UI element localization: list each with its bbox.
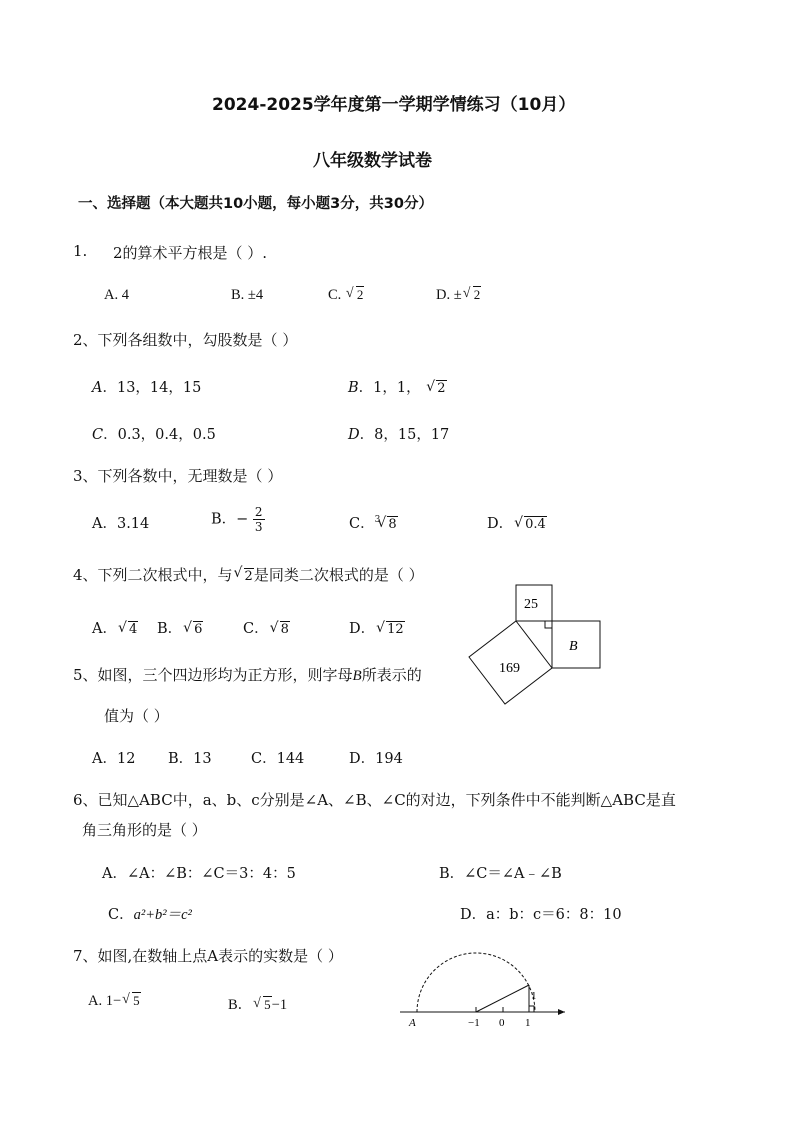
squares-figure xyxy=(462,580,607,710)
exam-title: 2024-2025学年度第一学期学情练习（10月） xyxy=(212,95,576,115)
sqrt-symbol: √ 2 xyxy=(235,566,254,584)
sqrt-symbol: √ 5 xyxy=(123,993,141,1010)
tick-label: 1 xyxy=(525,1017,531,1029)
q3-option-c: C．$^3$√ 8 xyxy=(349,512,398,533)
q3-option-d: D．√ 0.4 xyxy=(487,512,547,533)
q1-stem: 2的算术平方根是（ ）. xyxy=(113,244,268,262)
right-angle-mark xyxy=(529,1006,534,1012)
sqrt-symbol: √ 6 xyxy=(184,621,203,637)
exam-subtitle: 八年级数学试卷 xyxy=(313,151,432,171)
point-a-label: A xyxy=(409,1017,416,1029)
tick-label: −1 xyxy=(468,1017,480,1029)
sqrt-symbol: √ 4 xyxy=(119,621,138,637)
q7-option-b: B．√ 5−1 xyxy=(228,993,287,1014)
q2-option-d: D．8，15，17 xyxy=(348,427,450,443)
q6-option-d: D．a：b：c＝6：8：10 xyxy=(460,907,622,923)
sqrt-symbol: √ 2 xyxy=(464,287,482,304)
q1-option-d: D. ±√ 2 xyxy=(436,287,481,304)
q5-stem-line2: 值为（ ） xyxy=(104,707,169,725)
number-line-figure xyxy=(395,945,575,1030)
q1-option-a: A. 4 xyxy=(104,287,129,303)
q2-stem: 2、下列各组数中，勾股数是（ ） xyxy=(73,331,298,349)
sqrt-symbol: √ 0.4 xyxy=(515,516,547,532)
arrow-head-icon xyxy=(558,1009,565,1015)
q3-option-a: A．3.14 xyxy=(92,516,150,532)
q1-option-b: B. ±4 xyxy=(231,287,264,303)
q6-stem-line1: 6、已知△ABC中，a、b、c分别是∠A、∠B、∠C的对边，下列条件中不能判断△ABC是直 xyxy=(73,791,676,809)
right-angle-mark xyxy=(545,621,552,628)
label-b: B xyxy=(569,639,578,654)
q6-stem-line2: 角三角形的是（ ） xyxy=(82,821,207,839)
tick-label: 0 xyxy=(499,1017,505,1029)
dashed-arc xyxy=(417,953,535,1012)
height-label: 1 xyxy=(531,990,537,1002)
q5-stem-line1: 5、如图，三个四边形均为正方形，则字母B所表示的 xyxy=(73,666,422,684)
q7-option-a: A. 1−√ 5 xyxy=(88,993,141,1010)
q6-option-a: A．∠A：∠B：∠C＝3：4：5 xyxy=(102,866,296,882)
q5-option-c: C．144 xyxy=(251,751,305,767)
section-heading: 一、选择题（本大题共10小题，每小题3分，共30分） xyxy=(78,196,433,212)
q2-option-a: A．13，14，15 xyxy=(92,380,202,396)
q4-option-d: D．√ 12 xyxy=(349,617,405,638)
sqrt-symbol: √ 5 xyxy=(254,997,272,1014)
fraction: $\frac{2}{3}$ xyxy=(254,505,263,534)
q1-option-c: C. √ 2 xyxy=(328,287,364,304)
q5-option-d: D．194 xyxy=(349,751,403,767)
q6-option-b: B．∠C＝∠A﹣∠B xyxy=(439,866,562,882)
sqrt-symbol: √ 8 xyxy=(271,621,290,637)
label-169: 169 xyxy=(499,661,520,676)
q2-option-c: C．0.3，0.4，0.5 xyxy=(92,427,216,443)
q4-option-b: B．√ 6 xyxy=(157,617,203,638)
q4-option-c: C．√ 8 xyxy=(243,617,290,638)
q5-option-a: A．12 xyxy=(92,751,136,767)
q4-stem: 4、下列二次根式中，与√ 2是同类二次根式的是（ ） xyxy=(73,564,424,585)
cube-root-symbol: √ 8 xyxy=(378,516,397,532)
sqrt-symbol: √ 2 xyxy=(427,380,446,396)
sqrt-symbol: √ 2 xyxy=(347,287,365,304)
q6-option-c: C．a²+b²＝c² xyxy=(108,907,192,923)
q3-stem: 3、下列各数中，无理数是（ ） xyxy=(73,467,283,485)
label-25: 25 xyxy=(524,597,538,612)
sqrt-symbol: √ 12 xyxy=(377,621,405,637)
q5-option-b: B．13 xyxy=(168,751,212,767)
q4-option-a: A．√ 4 xyxy=(92,617,138,638)
q7-stem: 7、如图,在数轴上点A表示的实数是（ ） xyxy=(73,947,343,965)
q2-option-b: B．1，1， √ 2 xyxy=(348,376,447,397)
q3-option-b: B．− $\frac{2}{3}$ xyxy=(211,505,263,534)
q1-number: 1. xyxy=(73,242,88,260)
